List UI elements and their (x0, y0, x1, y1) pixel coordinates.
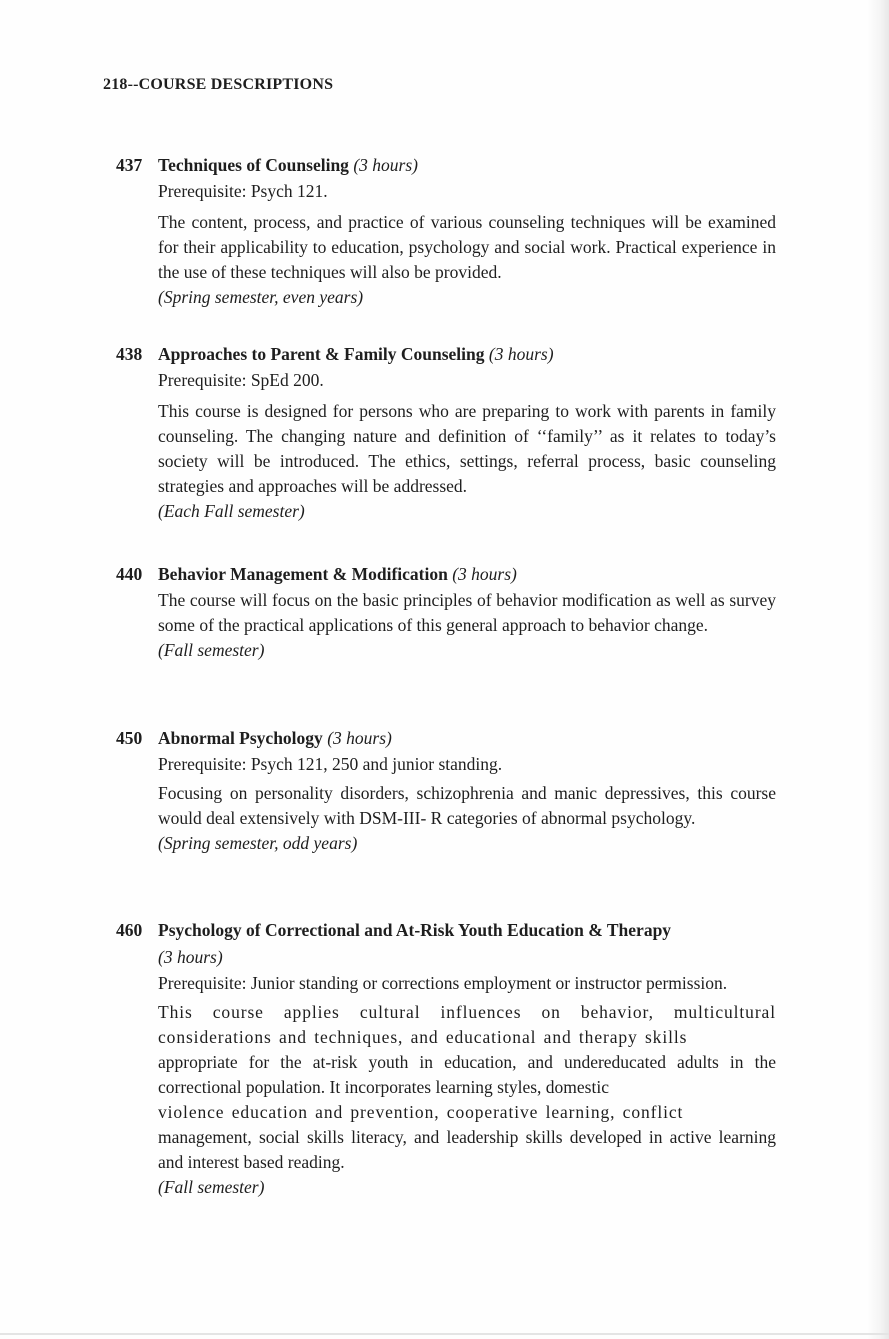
course-437 (116, 152, 776, 310)
course-description-part-2: appropriate for the at-risk youth in education, and undereducated adults in the correctional population. It incorporates learning styles, domestic (158, 1052, 776, 1097)
course-prerequisite: Prerequisite: Psych 121. (158, 181, 328, 201)
course-offering: (Fall semester) (158, 1177, 265, 1197)
course-prerequisite: Prerequisite: Psych 121, 250 and junior standing. (158, 754, 503, 774)
course-title: Psychology of Correctional and At-Risk Youth Education & Therapy (158, 920, 672, 940)
course-offering: (Spring semester, odd years) (158, 833, 358, 853)
course-description: Focusing on personality disorders, schizophrenia and manic depressives, this course would deal extensively with DSM-III- R categories of abnormal psychology. (158, 783, 776, 828)
course-description-part-3: violence education and prevention, cooperative learning, conflict (158, 1102, 684, 1122)
course-body (116, 179, 776, 310)
course-heading (116, 725, 776, 752)
course-hours: (3 hours) (327, 728, 392, 748)
course-body (116, 588, 776, 663)
course-body (116, 971, 776, 1200)
course-hours: (3 hours) (158, 947, 223, 967)
course-offering: (Fall semester) (158, 640, 265, 660)
course-title: Approaches to Parent & Family Counseling (158, 344, 485, 364)
course-450 (116, 725, 776, 856)
course-title: Techniques of Counseling (158, 155, 349, 175)
course-prerequisite: Prerequisite: Junior standing or corrections employment or instructor permission. (158, 973, 728, 993)
course-description-part-4: management, social skills literacy, and leadership skills developed in active learning and interest based reading. (158, 1127, 776, 1172)
course-description: This course is designed for persons who are preparing to work with parents in family counseling. The changing nature and definition of ‘‘family’’ as it relates to today’s society will be introduced. The ethics, settings, referral process, basic counseling strategies and approaches will be addressed. (158, 401, 776, 496)
course-title: Behavior Management & Modification (158, 564, 448, 584)
course-offering: (Spring semester, even years) (158, 287, 364, 307)
course-hours: (3 hours) (488, 344, 554, 364)
course-heading (116, 152, 776, 179)
course-body (116, 368, 776, 524)
running-head: 218--COURSE DESCRIPTIONS (103, 76, 334, 93)
course-description-part-1: This course applies cultural influences on behavior, multicultural considerations and techniques, and educational and therapy skills (158, 1002, 776, 1047)
course-number: 437 (116, 155, 143, 175)
course-number: 438 (116, 344, 143, 364)
course-description: The course will focus on the basic principles of behavior modification as well as survey some of the practical applications of this general approach to behavior change. (158, 590, 776, 635)
page-bottom-edge (0, 1333, 889, 1335)
course-title: Abnormal Psychology (158, 728, 323, 748)
page-edge-shadow (867, 0, 889, 1339)
course-offering: (Each Fall semester) (158, 501, 305, 521)
course-440 (116, 561, 776, 663)
course-description: The content, process, and practice of various counseling techniques will be examined for their applicability to education, psychology and social work. Practical experience in the use of these techniques will also be provided. (158, 212, 776, 282)
course-hours: (3 hours) (452, 564, 517, 584)
course-heading (116, 561, 776, 588)
course-number: 440 (116, 564, 143, 584)
course-prerequisite: Prerequisite: SpEd 200. (158, 370, 324, 390)
course-number: 460 (116, 920, 143, 940)
course-number: 450 (116, 728, 143, 748)
course-438 (116, 341, 776, 524)
course-heading (116, 341, 776, 368)
course-460 (116, 917, 776, 1200)
course-heading (116, 917, 776, 971)
course-body (116, 752, 776, 856)
course-hours: (3 hours) (353, 155, 418, 175)
